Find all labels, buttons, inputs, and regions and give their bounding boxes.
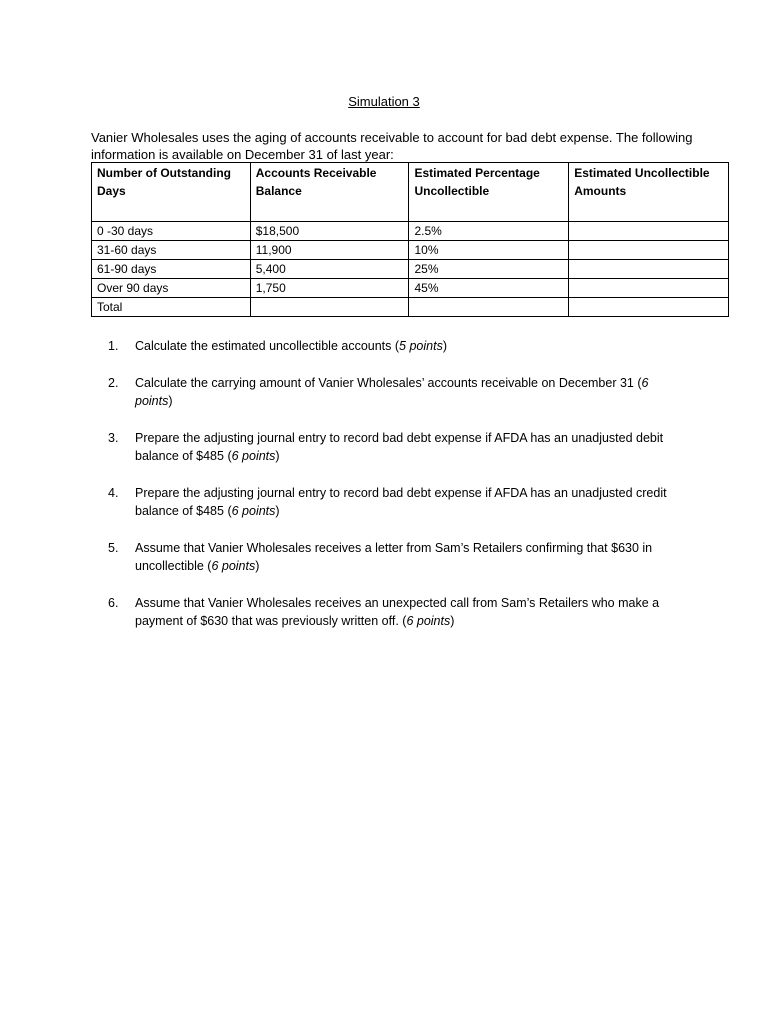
table-cell: 10% [409,241,569,260]
question-close: ) [442,339,447,353]
question-text: Calculate the carrying amount of Vanier Wholesales’ accounts receivable on December 31 ( [135,376,642,390]
question-points: 5 points [399,339,443,353]
intro-paragraph: Vanier Wholesales uses the aging of accounts receivable to account for bad debt expense. The following information is available on December 31 of last year: [91,130,693,162]
question-text: Assume that Vanier Wholesales receives an unexpected call from Sam’s Retailers who make a payment of $630 that was previously written off. ( [135,596,660,628]
aging-table [91,162,729,317]
question-text: Assume that Vanier Wholesales receives a letter from Sam’s Retailers confirming that $630 in uncollectible ( [135,541,653,573]
table-cell [569,241,729,260]
question-points: 6 points [211,559,256,573]
table-cell [569,222,729,241]
question-close: ) [275,504,280,518]
question-item [108,429,678,465]
question-item [108,539,678,575]
question-points: 6 points [406,614,451,628]
table-cell: 1,750 [250,279,409,298]
table-cell: $18,500 [250,222,409,241]
question-number: 3. [108,431,119,445]
table-row [92,279,729,298]
table-row [92,241,729,260]
table-cell: 2.5% [409,222,569,241]
header-outstanding-days: Number of Outstanding Days [92,163,251,222]
question-close: ) [255,559,260,573]
question-list [108,337,678,649]
table-cell: 45% [409,279,569,298]
table-cell: Total [92,298,251,317]
table-cell [569,298,729,317]
table-cell: 5,400 [250,260,409,279]
question-text: Prepare the adjusting journal entry to record bad debt expense if AFDA has an unadjusted credit balance of $485 ( [135,486,667,518]
question-item [108,484,678,520]
question-item [108,337,678,355]
table-cell: 25% [409,260,569,279]
question-number: 5. [108,541,119,555]
question-number: 6. [108,596,119,610]
table-row [92,260,729,279]
question-close: ) [168,394,173,408]
question-close: ) [450,614,455,628]
table-row [92,222,729,241]
question-item [108,594,678,630]
question-item [108,374,678,410]
question-close: ) [275,449,280,463]
table-cell [409,298,569,317]
header-ar-balance: Accounts Receivable Balance [250,163,409,222]
question-number: 2. [108,376,119,390]
header-est-uncollectible: Estimated Uncollectible Amounts [569,163,729,222]
table-cell: 0 -30 days [92,222,251,241]
question-number: 1. [108,339,119,353]
table-cell: 61-90 days [92,260,251,279]
question-points: 6 points [231,504,276,518]
table-header-row [92,163,729,222]
table-total-row [92,298,729,317]
table-cell: Over 90 days [92,279,251,298]
question-points: 6 points [135,376,649,408]
table-cell: 31-60 days [92,241,251,260]
table-cell [569,279,729,298]
question-text: Prepare the adjusting journal entry to record bad debt expense if AFDA has an unadjusted debit balance of $485 ( [135,431,664,463]
header-est-percentage: Estimated Percentage Uncollectible [409,163,569,222]
page-title: Simulation 3 [348,94,420,109]
table-cell [569,260,729,279]
table-cell [250,298,409,317]
question-text: Calculate the estimated uncollectible accounts ( [135,339,400,353]
question-number: 4. [108,486,119,500]
table-cell: 11,900 [250,241,409,260]
question-points: 6 points [231,449,276,463]
